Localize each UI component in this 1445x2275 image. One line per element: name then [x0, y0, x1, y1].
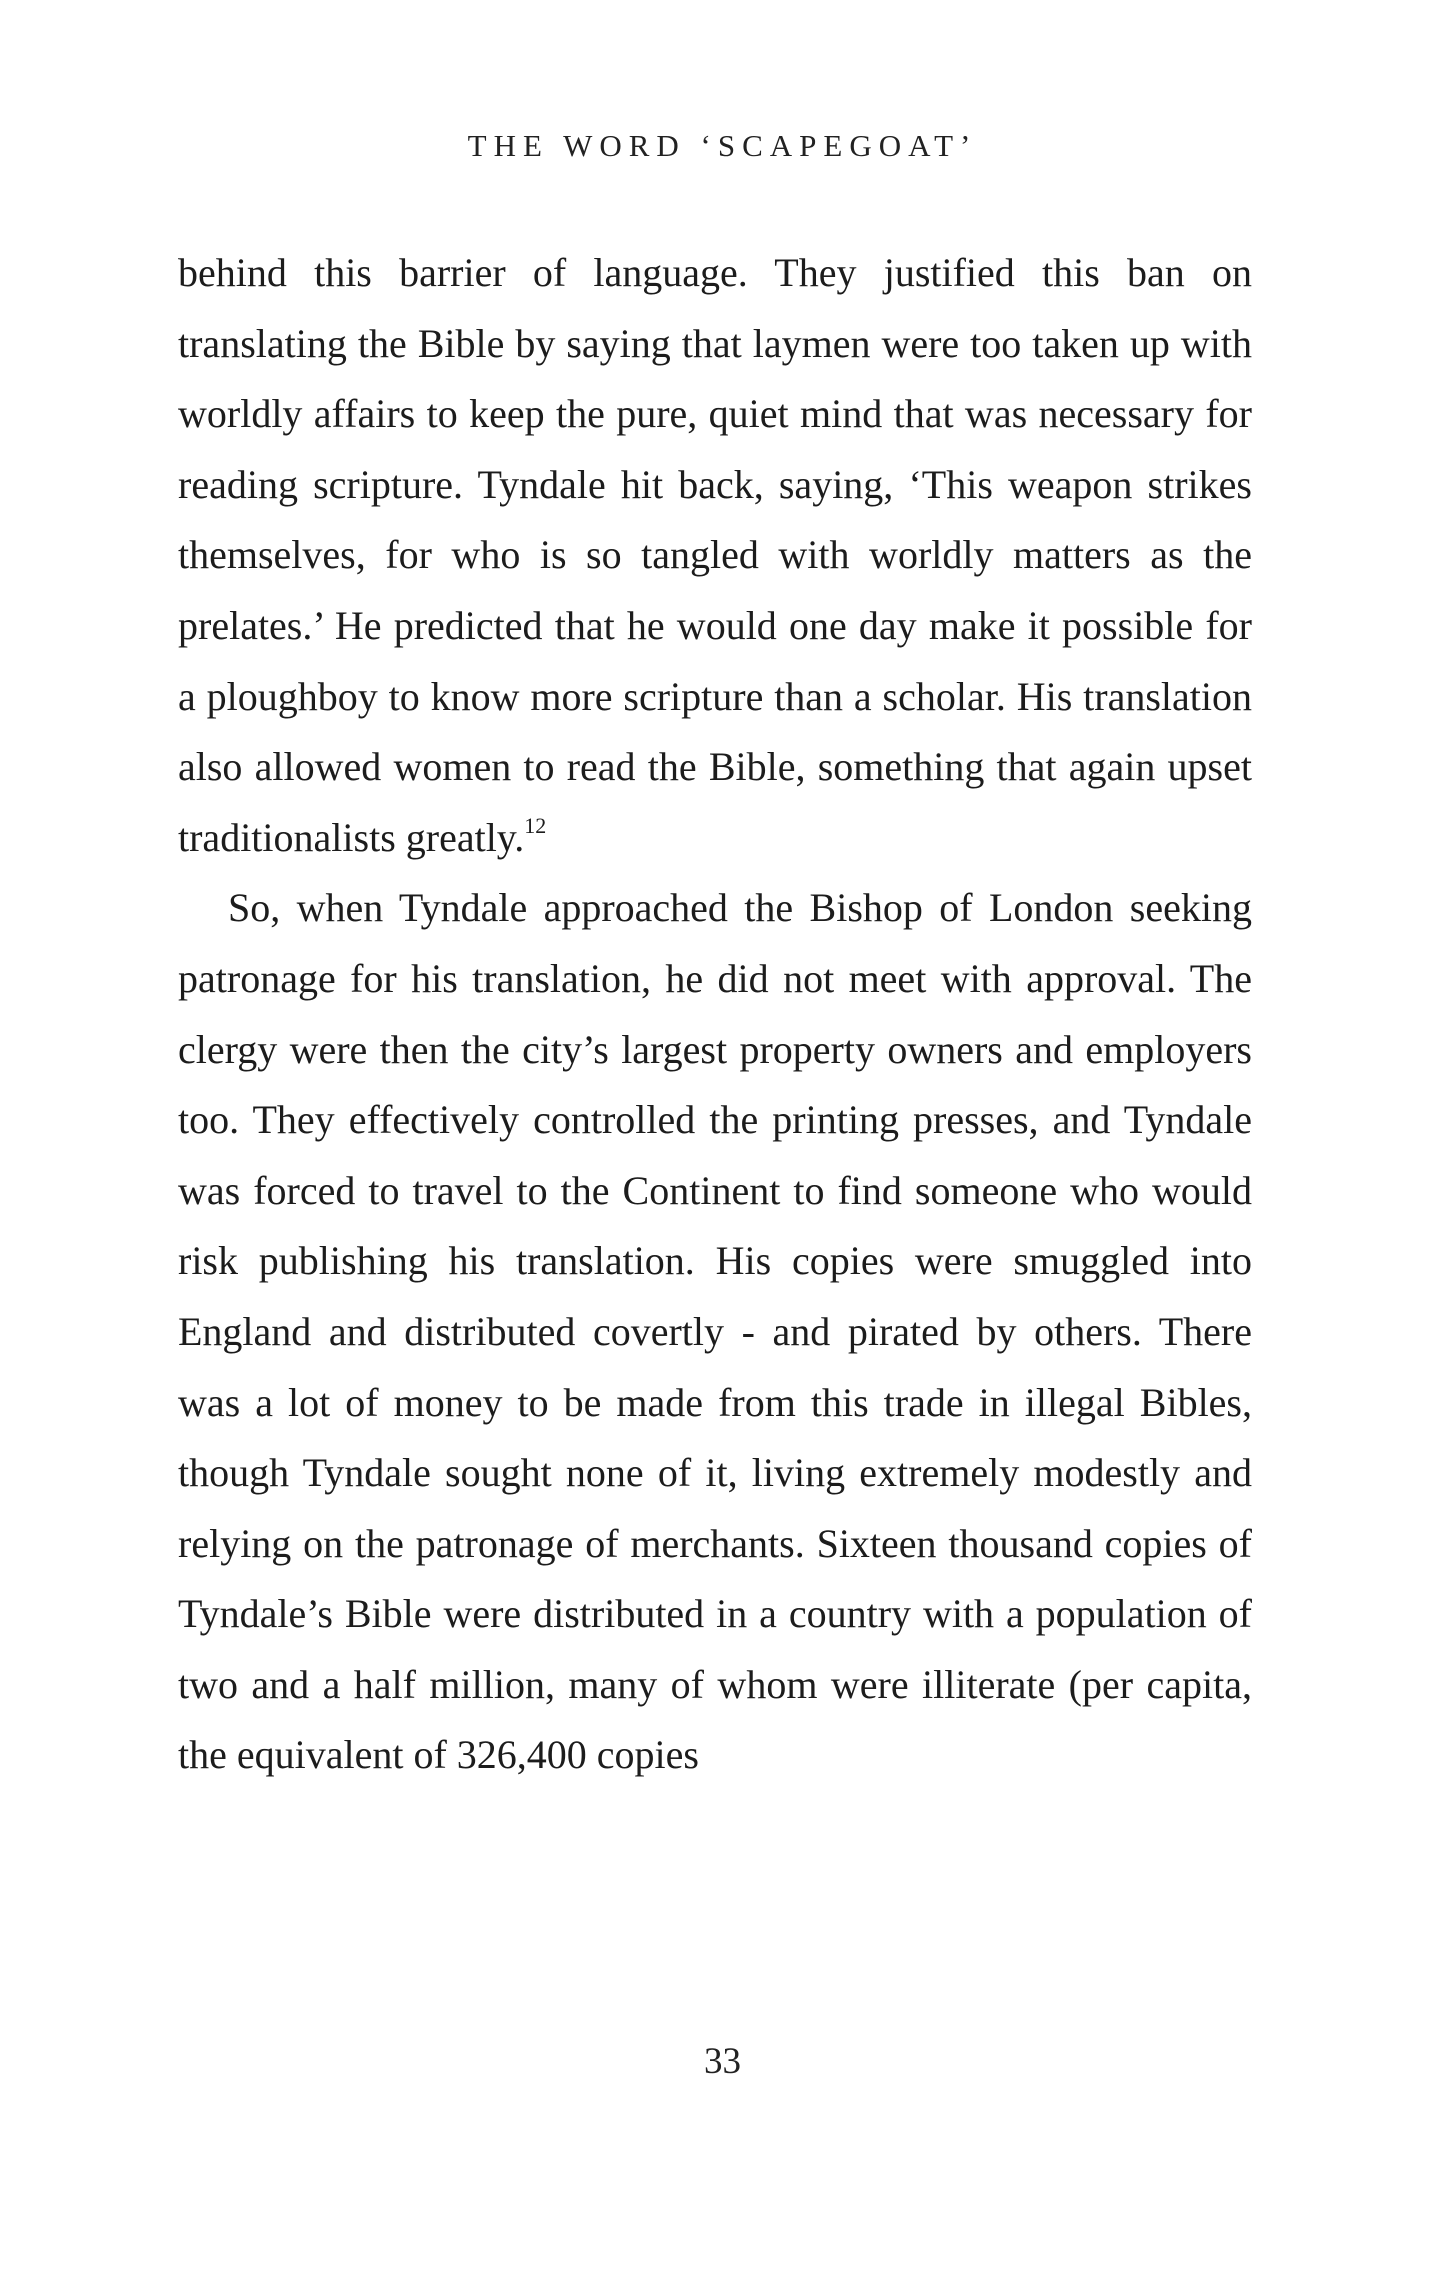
paragraph-2 — [178, 873, 1252, 1791]
footnote-marker[interactable]: 12 — [524, 812, 547, 838]
running-head: THE WORD ‘SCAPEGOAT’ — [467, 128, 978, 163]
page-number: 33 — [704, 2041, 741, 2082]
paragraph-1-text: behind this barrier of language. They justified this ban on translating the Bible by saying that laymen were too taken up with worldly affairs to keep the pure, quiet mind that was necessary for reading scripture. Tyndale hit back, saying, ‘This weapon strikes themselves, for who is so tangled with worldly matters as the prelates.’ He predicted that he would one day make it possible for a ploughboy to know more scripture than a scholar. His translation also allowed women to read the Bible, something that again upset traditionalists greatly. — [178, 250, 1252, 860]
paragraph-2-text: So, when Tyndale approached the Bishop of London seeking patronage for his translation, he did not meet with approval. The clergy were then the city’s largest property owners and employers too. They effectively controlled the printing presses, and Tyndale was forced to travel to the Continent to find someone who would risk publishing his translation. His copies were smuggled into England and distributed covertly - and pirated by others. There was a lot of money to be made from this trade in illegal Bibles, though Tyndale sought none of it, living extremely modestly and relying on the patronage of merchants. Sixteen thousand copies of Tyndale’s Bible were distributed in a country with a population of two and a half million, many of whom were illiterate (per capita, the equivalent of 326,400 copies — [178, 885, 1252, 1778]
paragraph-1 — [178, 238, 1252, 873]
body-text — [178, 238, 1252, 1791]
